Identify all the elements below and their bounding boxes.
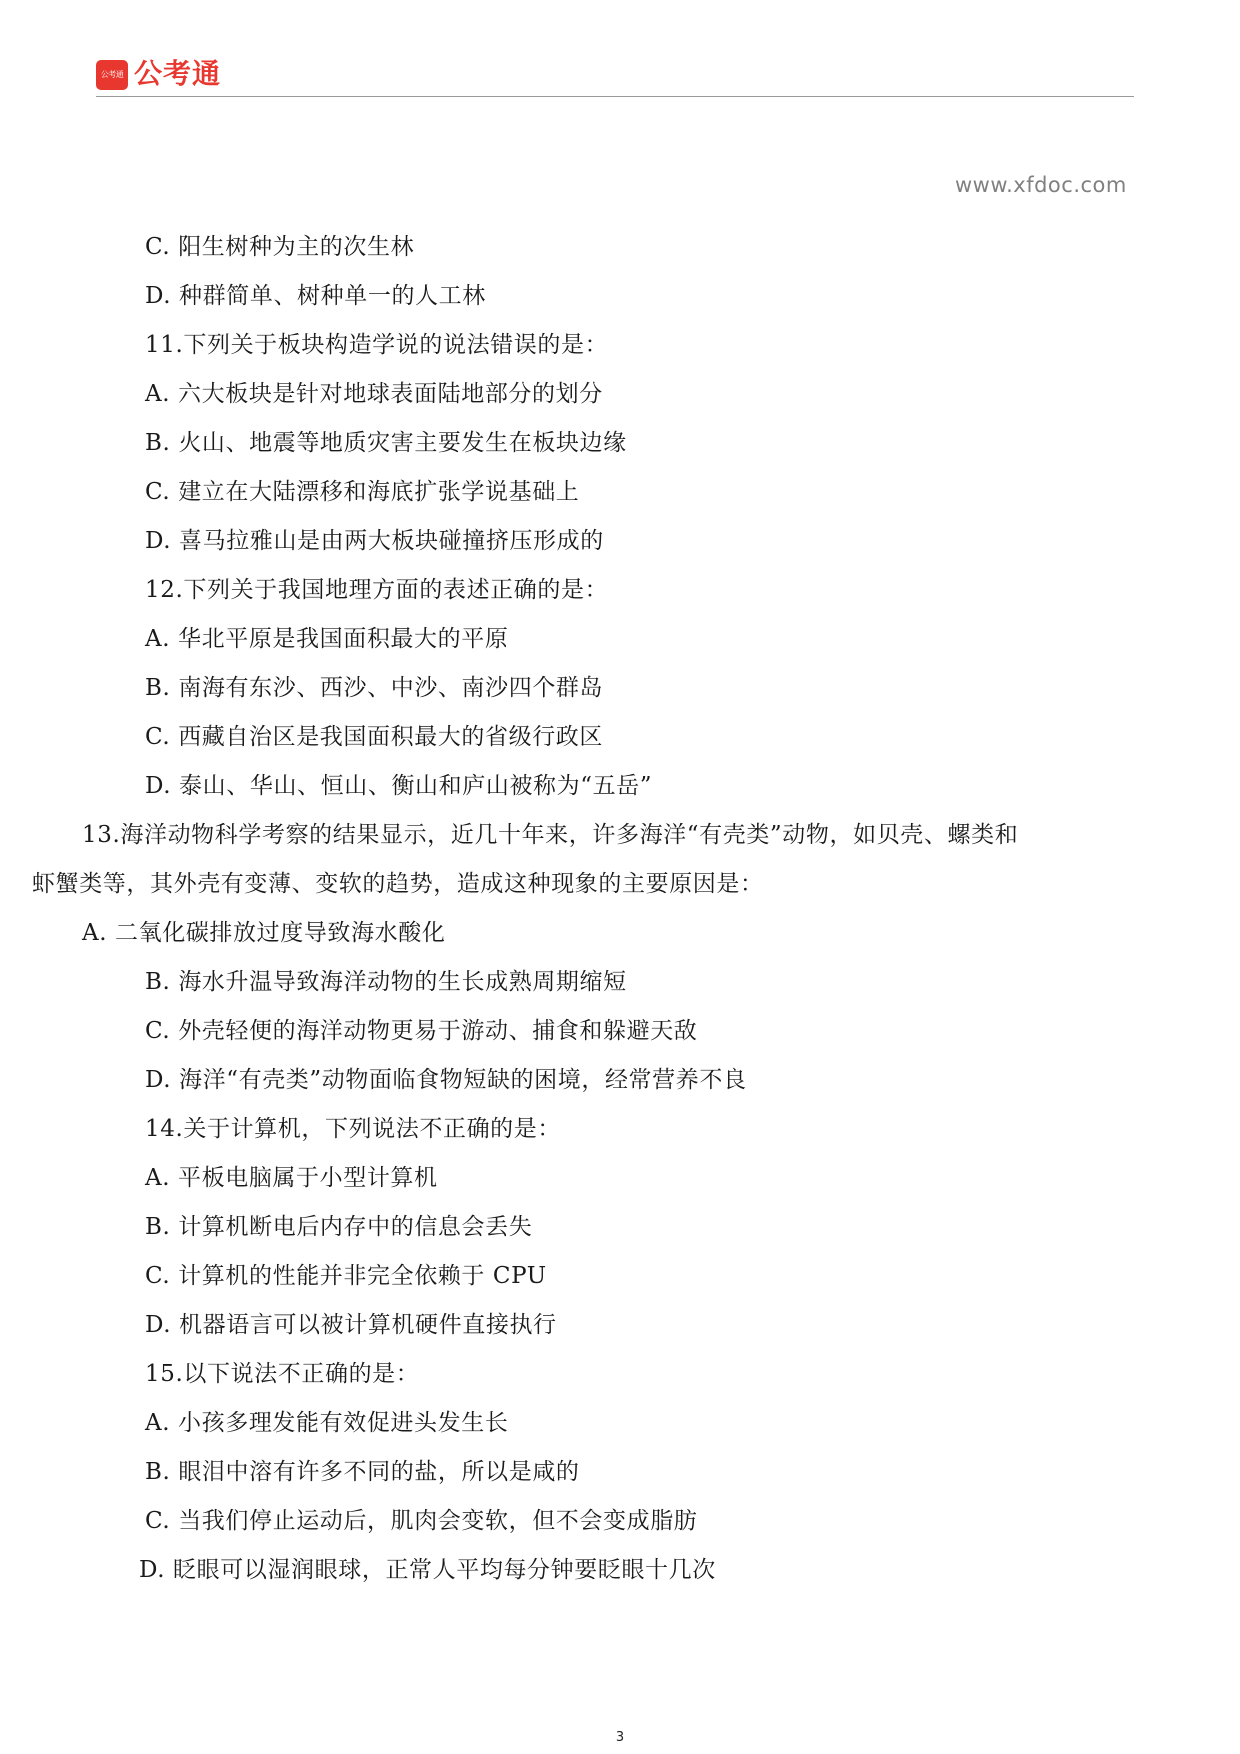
answer-option: C. 当我们停止运动后，肌肉会变软，但不会变成脂肪 [145,1508,698,1534]
page-number: 3 [615,1730,625,1745]
answer-option: A. 华北平原是我国面积最大的平原 [145,626,509,652]
answer-option: A. 二氧化碳排放过度导致海水酸化 [82,920,446,946]
answer-option: D. 机器语言可以被计算机硬件直接执行 [145,1312,557,1338]
question-title: 14.关于计算机，下列说法不正确的是： [145,1116,561,1142]
answer-option: C. 建立在大陆漂移和海底扩张学说基础上 [145,479,580,505]
answer-option: A. 六大板块是针对地球表面陆地部分的划分 [145,381,603,407]
page-header [0,0,1240,100]
answer-option: C. 计算机的性能并非完全依赖于 CPU [145,1263,547,1289]
answer-option: B. 眼泪中溶有许多不同的盐，所以是咸的 [145,1459,580,1485]
answer-option: C. 西藏自治区是我国面积最大的省级行政区 [145,724,604,750]
answer-option: A. 小孩多理发能有效促进头发生长 [145,1410,509,1436]
answer-option: D. 泰山、华山、恒山、衡山和庐山被称为“五岳” [145,773,653,799]
question-title: 11.下列关于板块构造学说的说法错误的是： [145,332,609,358]
answer-option: B. 海水升温导致海洋动物的生长成熟周期缩短 [145,969,627,995]
text-line: C. 阳生树种为主的次生林 [145,234,415,260]
answer-option: A. 平板电脑属于小型计算机 [145,1165,438,1191]
answer-option: B. 火山、地震等地质灾害主要发生在板块边缘 [145,430,627,456]
watermark-url: www.xfdoc.com [955,173,1127,197]
text-line: D. 种群简单、树种单一的人工林 [145,283,486,309]
logo-text: 公考通 [134,57,222,90]
answer-option: C. 外壳轻便的海洋动物更易于游动、捕食和躲避天敌 [145,1018,698,1044]
answer-option: B. 南海有东沙、西沙、中沙、南沙四个群岛 [145,675,604,701]
question-title: 13.海洋动物科学考察的结果显示，近几十年来，许多海洋“有壳类”动物，如贝壳、螺类和 [82,822,1019,848]
question-title: 15.以下说法不正确的是： [145,1361,420,1387]
question-title-continued: 虾蟹类等，其外壳有变薄、变软的趋势，造成这种现象的主要原因是： [32,871,764,897]
answer-option: D. 海洋“有壳类”动物面临食物短缺的困境，经常营养不良 [145,1067,747,1093]
question-title: 12.下列关于我国地理方面的表述正确的是： [145,577,609,603]
logo-icon: 公考通 [96,60,128,90]
answer-option: B. 计算机断电后内存中的信息会丢失 [145,1214,533,1240]
answer-option: D. 喜马拉雅山是由两大板块碰撞挤压形成的 [145,528,604,554]
answer-option: D. 眨眼可以湿润眼球，正常人平均每分钟要眨眼十几次 [139,1557,716,1583]
header-divider [96,96,1134,97]
